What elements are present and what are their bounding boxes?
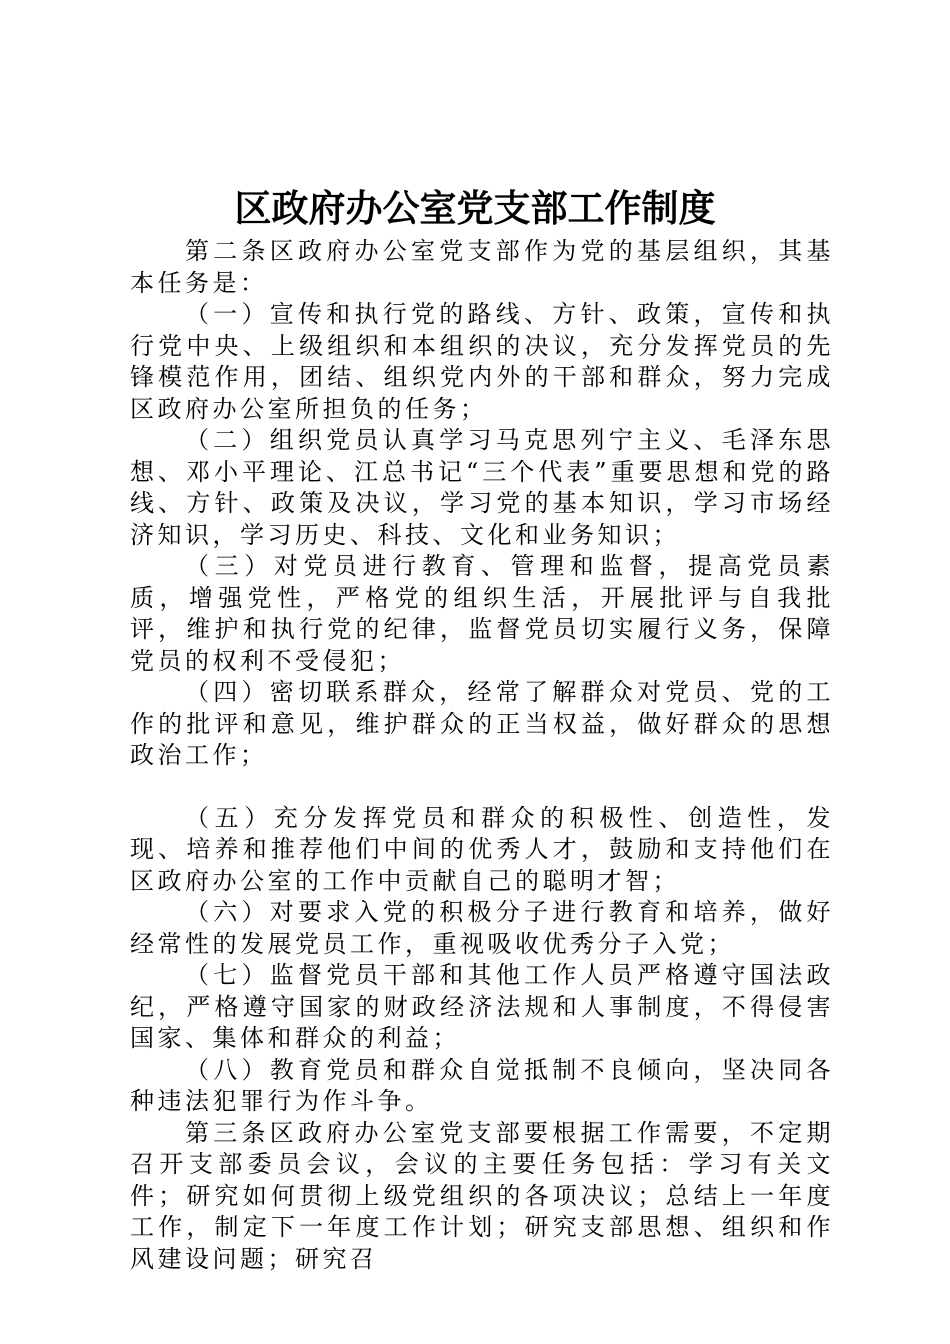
paragraph-item-7: （七）监督党员干部和其他工作人员严格遵守国法政纪，严格遵守国家的财政经济法规和人事制度，不得侵害国家、集体和群众的利益； [130,961,834,1052]
paragraph-item-3: （三）对党员进行教育、管理和监督，提高党员素质，增强党性，严格党的组织生活，开展批评与自我批评，维护和执行党的纪律，监督党员切实履行义务，保障党员的权利不受侵犯； [130,552,834,675]
paragraph-item-8: （八）教育党员和群众自觉抵制不良倾向，坚决同各种违法犯罪行为作斗争。 [130,1055,834,1115]
paragraph-item-1: （一）宣传和执行党的路线、方针、政策，宣传和执行党中央、上级组织和本组织的决议，充分发挥党员的先锋模范作用，团结、组织党内外的干部和群众，努力完成区政府办公室所担负的任务； [130,300,834,423]
paragraph-item-6: （六）对要求入党的积极分子进行教育和培养，做好经常性的发展党员工作，重视吸收优秀分子入党； [130,898,834,958]
paragraph-item-4: （四）密切联系群众，经常了解群众对党员、党的工作的批评和意见，维护群众的正当权益，做好群众的思想政治工作； [130,678,834,769]
document-body [130,236,834,1275]
paragraph-article-2-intro: 第二条区政府办公室党支部作为党的基层组织，其基本任务是： [130,237,834,297]
paragraph-item-2: （二）组织党员认真学习马克思列宁主义、毛泽东思想、邓小平理论、江总书记“三个代表”重要思想和党的路线、方针、政策及决议，学习党的基本知识，学习市场经济知识，学习历史、科技、文化和业务知识； [130,426,834,549]
paragraph-article-3: 第三条区政府办公室党支部要根据工作需要，不定期召开支部委员会议，会议的主要任务包括：学习有关文件；研究如何贯彻上级党组织的各项决议；总结上一年度工作，制定下一年度工作计划；研究支部思想、组织和作风建设问题；研究召 [130,1118,834,1273]
paragraph-item-5: （五）充分发挥党员和群众的积极性、创造性，发现、培养和推荐他们中间的优秀人才，鼓励和支持他们在区政府办公室的工作中贡献自己的聪明才智； [130,803,834,895]
document-title: 区政府办公室党支部工作制度 [234,186,716,230]
